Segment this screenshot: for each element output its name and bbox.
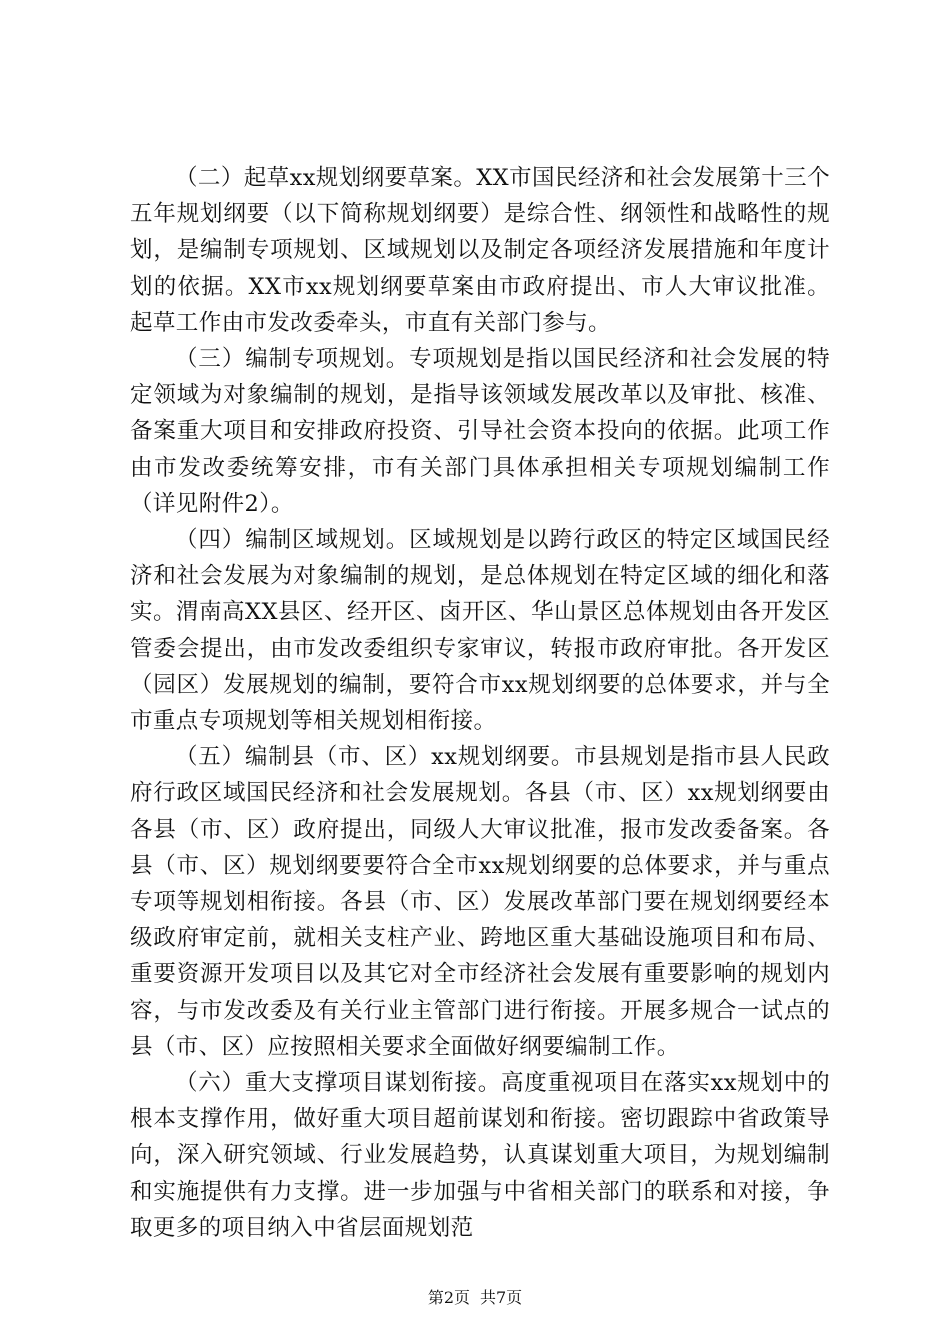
paragraph-section-3: （三）编制专项规划。专项规划是指以国民经济和社会发展的特定领域为对象编制的规划，是指导该领域发展改革以及审批、核准、备案重大项目和安排政府投资、引导社会资本投向的依据。此项工作由市发改委统筹安排，市有关部门具体承担相关专项规划编制工作（详见附件2）。: [130, 346, 830, 517]
paragraph-section-6: （六）重大支撑项目谋划衔接。高度重视项目在落实xx规划中的根本支撑作用，做好重大项目超前谋划和衔接。密切跟踪中省政策导向，深入研究领域、行业发展趋势，认真谋划重大项目，为规划编制和实施提供有力支撑。进一步加强与中省相关部门的联系和对接，争取更多的项目纳入中省层面规划范: [130, 1070, 830, 1241]
paragraph-section-4: （四）编制区域规划。区域规划是以跨行政区的特定区域国民经济和社会发展为对象编制的规划，是总体规划在特定区域的细化和落实。渭南高XX县区、经开区、卤开区、华山景区总体规划由各开发区管委会提出，由市发改委组织专家审议，转报市政府审批。各开发区（园区）发展规划的编制，要符合市xx规划纲要的总体要求，并与全市重点专项规划等相关规划相衔接。: [130, 527, 830, 735]
paragraph-section-5: （五）编制县（市、区）xx规划纲要。市县规划是指市县人民政府行政区域国民经济和社会发展规划。各县（市、区）xx规划纲要由各县（市、区）政府提出，同级人大审议批准，报市发改委备案。各县（市、区）规划纲要要符合全市xx规划纲要的总体要求，并与重点专项等规划相衔接。各县（市、区）发展改革部门要在规划纲要经本级政府审定前，就相关支柱产业、跨地区重大基础设施项目和布局、重要资源开发项目以及其它对全市经济社会发展有重要影响的规划内容，与市发改委及有关行业主管部门进行衔接。开展多规合一试点的县（市、区）应按照相关要求全面做好纲要编制工作。: [130, 744, 830, 1060]
page-footer: [0, 1288, 950, 1308]
document-body: [130, 160, 830, 1246]
paragraph-section-2: （二）起草xx规划纲要草案。XX市国民经济和社会发展第十三个五年规划纲要（以下简称规划纲要）是综合性、纲领性和战略性的规划，是编制专项规划、区域规划以及制定各项经济发展措施和年度计划的依据。XX市xx规划纲要草案由市政府提出、市人大审议批准。起草工作由市发改委牵头，市直有关部门参与。: [130, 165, 830, 336]
page-total: 共7页: [480, 1288, 523, 1307]
page-number: 第2页: [427, 1288, 470, 1307]
